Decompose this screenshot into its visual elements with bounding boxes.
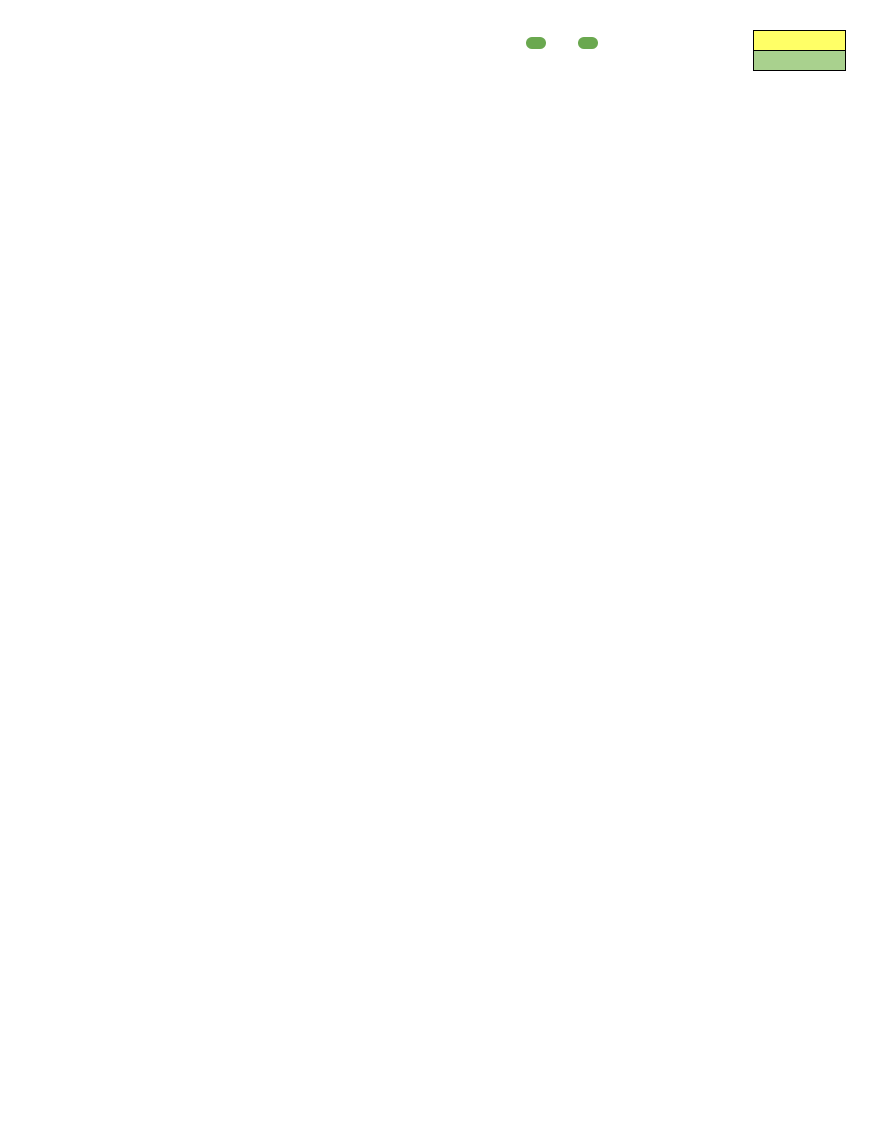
logo-strip xyxy=(526,33,624,53)
fsa-logo xyxy=(526,37,572,49)
legend xyxy=(753,30,846,71)
ncass-logo xyxy=(578,37,624,49)
legend-new xyxy=(754,31,846,51)
legend-vegan xyxy=(754,51,846,71)
